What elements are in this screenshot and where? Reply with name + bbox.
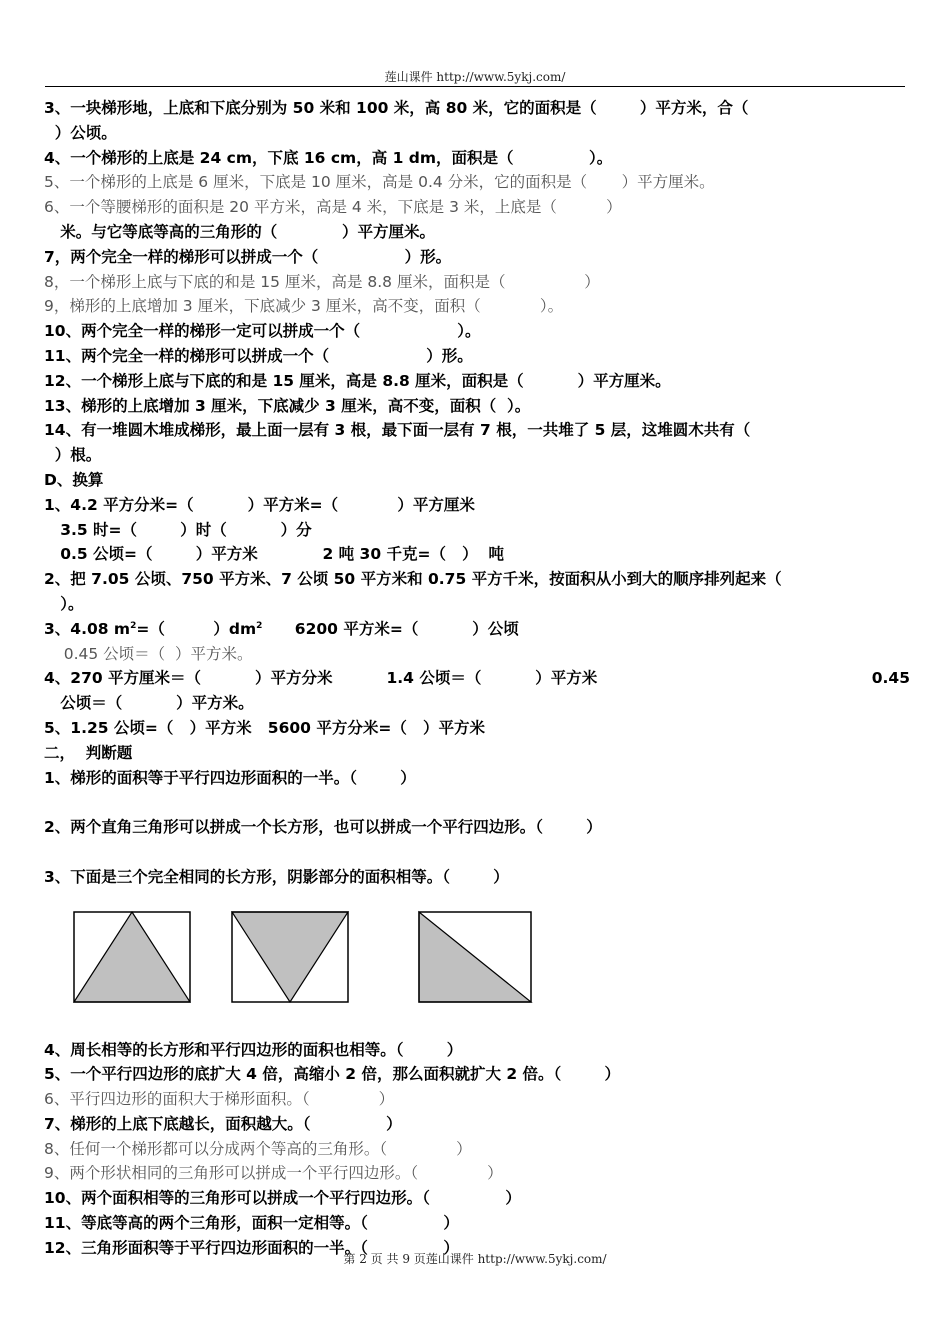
question-text: 4、270 平方厘米＝（ ）平方分米 1.4 公顷＝（ ）平方米 xyxy=(44,669,598,688)
figures-svg xyxy=(44,890,604,1030)
superscript: 2 xyxy=(256,620,263,631)
question-line: 13、梯形的上底增加 3 厘米，下底减少 3 厘米，高不变，面积（ ）。 xyxy=(44,396,531,415)
question-line: 4、一个梯形的上底是 24 cm，下底 16 cm，高 1 dm，面积是（ ）。 xyxy=(44,148,613,167)
question-text-right: 0.45 xyxy=(871,669,910,688)
judge-item: 6、平行四边形的面积大于梯形面积。（ ） xyxy=(44,1090,395,1109)
judge-item: 12、三角形面积等于平行四边形面积的一半。（ ） xyxy=(44,1238,459,1257)
rectangle-figures xyxy=(44,890,910,1038)
question-line: ）。 xyxy=(44,594,84,613)
question-line: 10、两个完全一样的梯形一定可以拼成一个（ ）。 xyxy=(44,322,481,341)
question-line: 12、一个梯形上底与下底的和是 15 厘米，高是 8.8 厘米，面积是（ ）平方厘米。 xyxy=(44,371,671,390)
judge-item: 1、梯形的面积等于平行四边形面积的一半。（ ） xyxy=(44,768,416,787)
question-line: 8，一个梯形上底与下底的和是 15 厘米，高是 8.8 厘米，面积是（ ） xyxy=(44,272,600,291)
figure-rect-3 xyxy=(419,912,531,1002)
judge-item: 7、梯形的上底下底越长，面积越大。（ ） xyxy=(44,1114,402,1133)
shaded-triangle-up xyxy=(74,912,190,1002)
question-line: 14、有一堆圆木堆成梯形，最上面一层有 3 根，最下面一层有 7 根，一共堆了 5 层，这堆圆木共有（ xyxy=(44,421,751,440)
judge-item: 11、等底等高的两个三角形，面积一定相等。（ ） xyxy=(44,1214,459,1233)
judge-item: 8、任何一个梯形都可以分成两个等高的三角形。（ ） xyxy=(44,1139,472,1158)
question-line xyxy=(44,666,910,691)
shaded-triangle-down xyxy=(232,912,348,1002)
question-line xyxy=(44,617,910,642)
question-line: 3、一块梯形地，上底和下底分别为 50 米和 100 米，高 80 米，它的面积是（ ）平方米，合（ xyxy=(44,99,749,117)
question-line: 6、一个等腰梯形的面积是 20 平方米，高是 4 米，下底是 3 米，上底是（ ） xyxy=(44,198,622,217)
question-line: 5、1.25 公顷=（ ）平方米 5600 平方分米=（ ）平方米 xyxy=(44,718,486,737)
header-rule xyxy=(45,86,905,87)
page-header: 莲山课件 http://www.5ykj.com/ xyxy=(384,70,566,84)
question-line: 9，梯形的上底增加 3 厘米，下底减少 3 厘米，高不变，面积（ ）。 xyxy=(44,297,564,316)
judge-item: 5、一个平行四边形的底扩大 4 倍，高缩小 2 倍，那么面积就扩大 2 倍。（ ） xyxy=(44,1065,620,1084)
figure-rect-1 xyxy=(74,912,190,1002)
page-footer: 第 2 页 共 9 页莲山课件 http://www.5ykj.com/ xyxy=(343,1252,607,1266)
judge-item: 2、两个直角三角形可以拼成一个长方形，也可以拼成一个平行四边形。（ ） xyxy=(44,818,602,837)
judge-item: 4、周长相等的长方形和平行四边形的面积也相等。（ ） xyxy=(44,1040,463,1059)
question-line: 11、两个完全一样的梯形可以拼成一个（ ）形。 xyxy=(44,346,473,365)
superscript: 2 xyxy=(130,620,137,631)
figure-rect-2 xyxy=(232,912,348,1002)
unit-text: 6200 平方米=（ ）公顷 xyxy=(262,619,519,638)
question-line: 公顷＝（ ）平方米。 xyxy=(44,694,254,713)
question-line: 1、4.2 平方分米=（ ）平方米=（ ）平方厘米 xyxy=(44,495,475,514)
section-heading: 二， 判断题 xyxy=(44,743,133,762)
section-heading: D、换算 xyxy=(44,470,104,489)
unit-text: 3、4.08 m xyxy=(44,619,131,638)
question-line: 5、一个梯形的上底是 6 厘米，下底是 10 厘米，高是 0.4 分米，它的面积是（ ）平方厘米。 xyxy=(44,173,715,192)
judge-item: 3、下面是三个完全相同的长方形，阴影部分的面积相等。（ ） xyxy=(44,867,509,886)
judge-item: 10、两个面积相等的三角形可以拼成一个平行四边形。（ ） xyxy=(44,1189,521,1208)
shaded-right-triangle xyxy=(419,912,531,1002)
question-line: ）公顷。 xyxy=(44,123,117,142)
worksheet-body xyxy=(44,96,910,1261)
question-line: 3.5 时=（ ）时（ ）分 xyxy=(44,520,312,539)
question-line: ）根。 xyxy=(44,446,102,465)
question-line: 米。与它等底等高的三角形的（ ）平方厘米。 xyxy=(44,222,435,241)
judge-item: 9、两个形状相同的三角形可以拼成一个平行四边形。（ ） xyxy=(44,1164,503,1183)
question-line: 0.5 公顷=（ ）平方米 2 吨 30 千克=（ ） 吨 xyxy=(44,545,504,564)
question-line: 7，两个完全一样的梯形可以拼成一个（ ）形。 xyxy=(44,247,452,266)
question-line: 2、把 7.05 公顷、750 平方米、7 公顷 50 平方米和 0.75 平方千米，按面积从小到大的顺序排列起来（ xyxy=(44,570,782,589)
question-line: 0.45 公顷＝（ ）平方米。 xyxy=(44,644,253,663)
unit-text: =（ ）dm xyxy=(136,619,257,638)
